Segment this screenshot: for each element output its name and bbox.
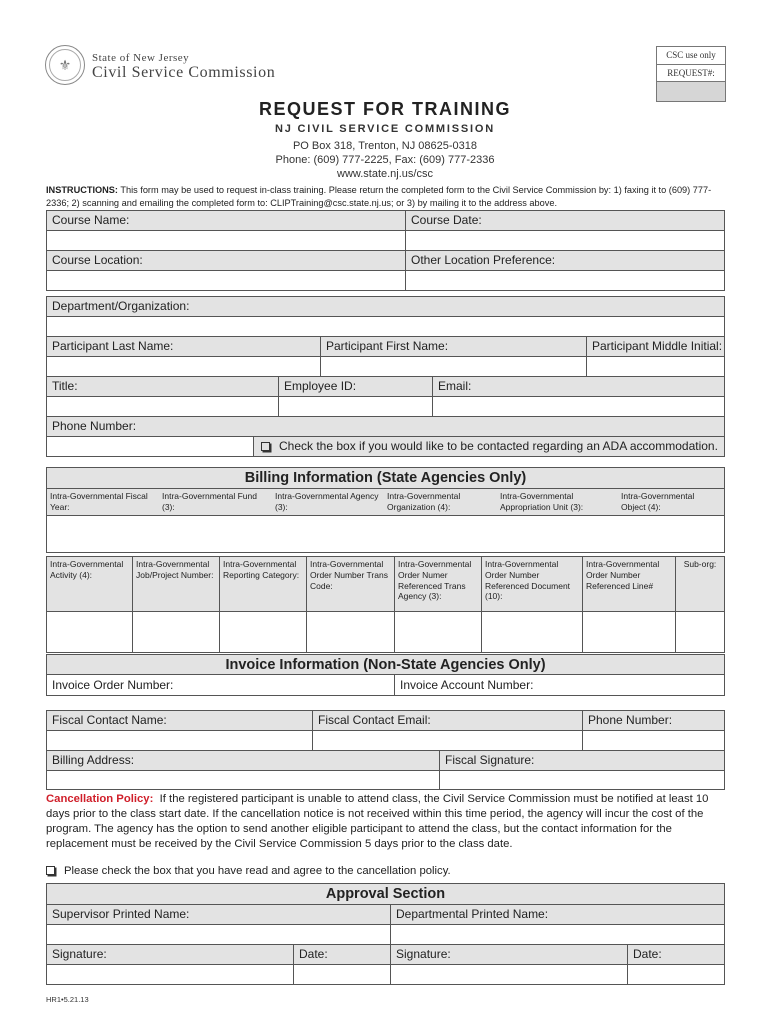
policy-agree-label: Please check the box that you have read and agree to the cancellation policy. [64, 865, 451, 877]
ada-checkbox-row [253, 436, 725, 457]
billing-ref-trans-agency-field[interactable] [394, 611, 482, 653]
csc-use-only-box [656, 46, 726, 102]
first-name-label: Participant First Name: [320, 336, 587, 357]
course-name-field[interactable] [46, 230, 406, 251]
middle-initial-field[interactable] [586, 356, 725, 377]
fiscal-phone-label: Phone Number: [582, 710, 725, 731]
billing-object-label: Intra-Governmental Object (4): [612, 488, 725, 516]
billing-row1-fields[interactable] [46, 515, 725, 553]
request-number-label: REQUEST#: [657, 65, 725, 82]
phone-number-field[interactable] [46, 436, 254, 457]
billing-ref-document-label: Intra-Governmental Order Number Referenced Document (10): [481, 556, 583, 612]
employee-id-label: Employee ID: [278, 376, 433, 397]
title-label: Title: [46, 376, 279, 397]
other-location-field[interactable] [405, 270, 725, 291]
supervisor-name-label: Supervisor Printed Name: [46, 904, 391, 925]
departmental-date-field[interactable] [627, 964, 725, 985]
billing-reporting-category-field[interactable] [219, 611, 307, 653]
billing-address-label: Billing Address: [46, 750, 440, 771]
billing-ref-document-field[interactable] [481, 611, 583, 653]
departmental-name-field[interactable] [390, 924, 725, 945]
policy-agree-checkbox[interactable] [46, 866, 55, 875]
billing-activity-field[interactable] [46, 611, 133, 653]
supervisor-signature-field[interactable] [46, 964, 294, 985]
billing-sub-org-field[interactable] [675, 611, 725, 653]
org-commission-name: Civil Service Commission [92, 64, 276, 81]
billing-agency-label: Intra-Governmental Agency (3): [270, 488, 383, 516]
billing-job-project-field[interactable] [132, 611, 220, 653]
billing-reporting-category-label: Intra-Governmental Reporting Category: [219, 556, 307, 612]
other-location-label: Other Location Preference: [405, 250, 725, 271]
email-label: Email: [432, 376, 725, 397]
page-title: REQUEST FOR TRAINING [258, 99, 511, 119]
instructions-label: INSTRUCTIONS: [46, 185, 118, 195]
course-location-label: Course Location: [46, 250, 406, 271]
department-field[interactable] [46, 316, 725, 337]
last-name-label: Participant Last Name: [46, 336, 321, 357]
state-seal-icon: ⚜ [45, 45, 85, 85]
billing-ref-trans-agency-label: Intra-Governmental Order Numer Referenced Trans Agency (3): [394, 556, 482, 612]
ada-checkbox[interactable] [261, 442, 270, 451]
invoice-section-heading: Invoice Information (Non-State Agencies Only) [46, 654, 725, 675]
middle-initial-label: Participant Middle Initial: [586, 336, 725, 357]
instructions-text: This form may be used to request in-class training. Please return the completed form to the Civil Service Commission by: 1) faxing it to (609) 777-2336; 2) scanning and emailing the completed form to: CLIPTraining@csc.state.nj.us; or 3) by mailing it to the address above. [46, 185, 712, 208]
address-website: www.state.nj.us/csc [337, 168, 433, 180]
billing-trans-code-field[interactable] [306, 611, 395, 653]
departmental-signature-field[interactable] [390, 964, 628, 985]
invoice-order-number-label: Invoice Order Number: [52, 678, 174, 692]
policy-agree-row [46, 865, 451, 877]
employee-id-field[interactable] [278, 396, 433, 417]
fiscal-signature-field[interactable] [439, 770, 725, 790]
last-name-field[interactable] [46, 356, 321, 377]
departmental-date-label: Date: [627, 944, 725, 965]
supervisor-signature-label: Signature: [46, 944, 294, 965]
phone-number-label: Phone Number: [46, 416, 725, 437]
course-date-field[interactable] [405, 230, 725, 251]
billing-ref-line-field[interactable] [582, 611, 676, 653]
fiscal-contact-email-field[interactable] [312, 730, 583, 751]
fiscal-contact-email-label: Fiscal Contact Email: [312, 710, 583, 731]
billing-ref-line-label: Intra-Governmental Order Number Referenced Line# [582, 556, 676, 612]
fiscal-contact-name-label: Fiscal Contact Name: [46, 710, 313, 731]
page-subtitle: NJ CIVIL SERVICE COMMISSION [275, 123, 495, 135]
supervisor-name-field[interactable] [46, 924, 391, 945]
org-state-name: State of New Jersey [92, 52, 190, 64]
cancellation-policy-text: If the registered participant is unable to attend class, the Civil Service Commission must be notified at least 10 days prior to the class start date. If the cancellation notice is not received within this time period, the agency will incur the cost of the program. The agency has the option to send another eligible participant to attend the class, but the contact information for the replacement must be received by the Civil Service Commission 5 days prior to the class date. [46, 793, 709, 851]
billing-organization-label: Intra-Governmental Organization (4): [382, 488, 495, 516]
billing-trans-code-label: Intra-Governmental Order Number Trans Code: [306, 556, 395, 612]
course-name-label: Course Name: [46, 210, 406, 231]
address-po-box: PO Box 318, Trenton, NJ 08625-0318 [292, 140, 478, 152]
instructions [46, 184, 726, 209]
billing-sub-org-label: Sub-org: [675, 556, 725, 612]
approval-section-heading: Approval Section [46, 883, 725, 905]
billing-appropriation-unit-label: Intra-Governmental Appropriation Unit (3): [494, 488, 613, 516]
title-field[interactable] [46, 396, 279, 417]
department-label: Department/Organization: [46, 296, 725, 317]
billing-job-project-label: Intra-Governmental Job/Project Number: [132, 556, 220, 612]
billing-fund-label: Intra-Governmental Fund (3): [158, 488, 271, 516]
course-location-field[interactable] [46, 270, 406, 291]
csc-use-only-label: CSC use only [657, 47, 725, 65]
invoice-order-number-field[interactable] [46, 674, 395, 696]
billing-section-heading: Billing Information (State Agencies Only) [46, 467, 725, 489]
invoice-account-number-label: Invoice Account Number: [400, 678, 534, 692]
email-field[interactable] [432, 396, 725, 417]
fiscal-contact-name-field[interactable] [46, 730, 313, 751]
departmental-signature-label: Signature: [390, 944, 628, 965]
supervisor-date-label: Date: [293, 944, 391, 965]
fiscal-signature-label: Fiscal Signature: [439, 750, 725, 771]
ada-checkbox-label: Check the box if you would like to be contacted regarding an ADA accommodation. [279, 439, 718, 453]
address-phone-fax: Phone: (609) 777-2225, Fax: (609) 777-2336 [275, 154, 495, 166]
billing-address-field[interactable] [46, 770, 440, 790]
billing-fiscal-year-label: Intra-Governmental Fiscal Year: [46, 488, 159, 516]
supervisor-date-field[interactable] [293, 964, 391, 985]
cancellation-policy-label: Cancellation Policy: [46, 793, 154, 805]
departmental-name-label: Departmental Printed Name: [390, 904, 725, 925]
form-code: HR1•5.21.13 [46, 995, 89, 1004]
cancellation-policy [46, 792, 726, 852]
course-date-label: Course Date: [405, 210, 725, 231]
fiscal-phone-field[interactable] [582, 730, 725, 751]
billing-activity-label: Intra-Governmental Activity (4): [46, 556, 133, 612]
first-name-field[interactable] [320, 356, 587, 377]
invoice-account-number-field[interactable] [394, 674, 725, 696]
